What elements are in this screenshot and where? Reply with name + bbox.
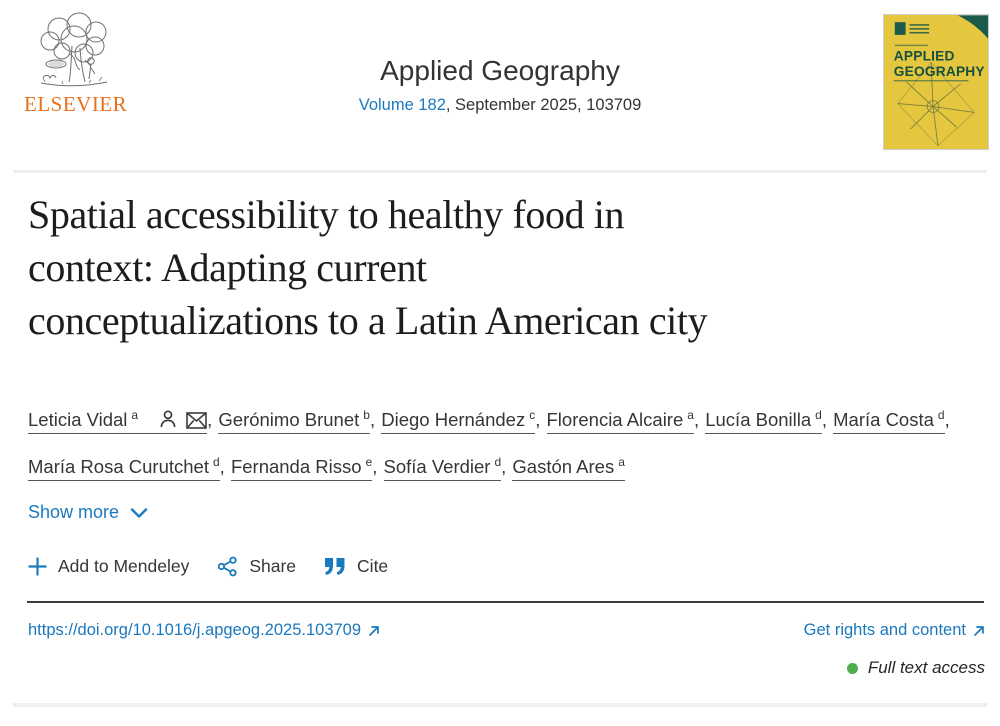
doi-link[interactable] <box>28 621 380 640</box>
author-affiliation-sup: a <box>687 408 694 422</box>
author-affiliation-sup: a <box>131 408 139 422</box>
external-link-icon <box>368 625 380 637</box>
journal-cover-thumbnail[interactable] <box>883 14 991 152</box>
author-separator: , <box>501 456 512 478</box>
author-separator: , <box>944 409 950 431</box>
add-to-mendeley-label: Add to Mendeley <box>58 556 190 576</box>
doi-row <box>28 621 985 640</box>
article-title: Spatial accessibility to healthy food in context: Adapting current conceptualizations to a Latin American city <box>28 192 708 343</box>
author-link[interactable] <box>28 409 207 434</box>
author-separator: , <box>372 456 383 478</box>
author-link[interactable] <box>512 456 625 481</box>
author-separator: , <box>219 456 230 478</box>
external-link-icon <box>973 625 985 637</box>
author-affiliation-sup: a <box>618 455 625 470</box>
person-icon <box>158 409 178 429</box>
journal-header <box>0 55 1000 115</box>
add-to-mendeley-button[interactable] <box>28 556 189 577</box>
share-icon <box>217 556 238 577</box>
author-link[interactable] <box>705 409 822 434</box>
author-name: Gastón Ares <box>512 456 615 478</box>
rights-link[interactable] <box>804 621 985 640</box>
rights-text: Get rights and content <box>803 621 966 639</box>
author-name: Sofía Verdier <box>383 456 491 478</box>
author-name: María Costa <box>833 409 934 431</box>
author-link[interactable] <box>381 409 535 434</box>
cite-button[interactable] <box>324 556 388 577</box>
author-name: María Rosa Curutchet <box>28 456 209 478</box>
author-affiliation-sup: d <box>494 455 502 470</box>
section-divider <box>27 601 984 603</box>
author-affiliation-sup: b <box>363 408 370 422</box>
author-affiliation-sup: c <box>529 408 536 422</box>
access-row <box>847 658 985 678</box>
access-label: Full text access <box>867 658 985 677</box>
author-link[interactable] <box>833 409 944 434</box>
author-separator: , <box>369 409 381 431</box>
cite-quote-icon <box>324 557 346 576</box>
show-more-button[interactable] <box>28 502 148 523</box>
plus-icon <box>28 557 47 576</box>
author-name: Diego Hernández <box>381 409 526 431</box>
author-name: Florencia Alcaire <box>546 409 684 431</box>
issue-line <box>0 96 1000 115</box>
author-name: Gerónimo Brunet <box>218 409 360 431</box>
journal-title-link[interactable]: Applied Geography <box>380 55 620 86</box>
doi-text: https://doi.org/10.1016/j.apgeog.2025.103709 <box>28 621 362 639</box>
author-separator: , <box>821 409 833 431</box>
elsevier-wordmark: ELSEVIER <box>24 92 128 116</box>
cite-label: Cite <box>357 556 389 576</box>
volume-link[interactable]: Volume 182 <box>358 96 446 114</box>
bottom-divider <box>13 703 987 707</box>
author-name: Leticia Vidal <box>28 409 128 431</box>
issue-text: , September 2025, 103709 <box>445 96 642 114</box>
journal-cover-image <box>883 14 989 150</box>
share-label: Share <box>249 556 297 576</box>
cover-title-line1: APPLIED <box>893 48 955 64</box>
author-link[interactable] <box>231 456 372 481</box>
share-button[interactable] <box>217 556 296 577</box>
author-affiliation-sup: e <box>365 455 373 470</box>
author-separator: , <box>535 409 546 431</box>
show-more-label: Show more <box>28 502 120 522</box>
author-name: Lucía Bonilla <box>705 409 812 431</box>
corresponding-author-icons <box>150 409 207 430</box>
header-divider <box>13 170 987 173</box>
author-affiliation-sup: d <box>937 408 945 422</box>
author-separator: , <box>693 409 705 431</box>
author-list <box>28 394 974 488</box>
action-bar <box>28 556 388 577</box>
chevron-down-icon <box>130 507 148 519</box>
author-affiliation-sup: d <box>815 408 822 422</box>
cover-title-line2: GEOGRAPHY <box>893 64 985 80</box>
author-separator: , <box>207 409 218 431</box>
author-link[interactable] <box>547 409 694 434</box>
author-link[interactable] <box>28 456 220 481</box>
access-indicator-dot <box>847 663 858 674</box>
author-link[interactable] <box>384 456 502 481</box>
envelope-icon <box>186 412 207 429</box>
author-link[interactable] <box>218 409 370 434</box>
author-name: Fernanda Risso <box>230 456 362 478</box>
author-affiliation-sup: d <box>212 455 220 470</box>
